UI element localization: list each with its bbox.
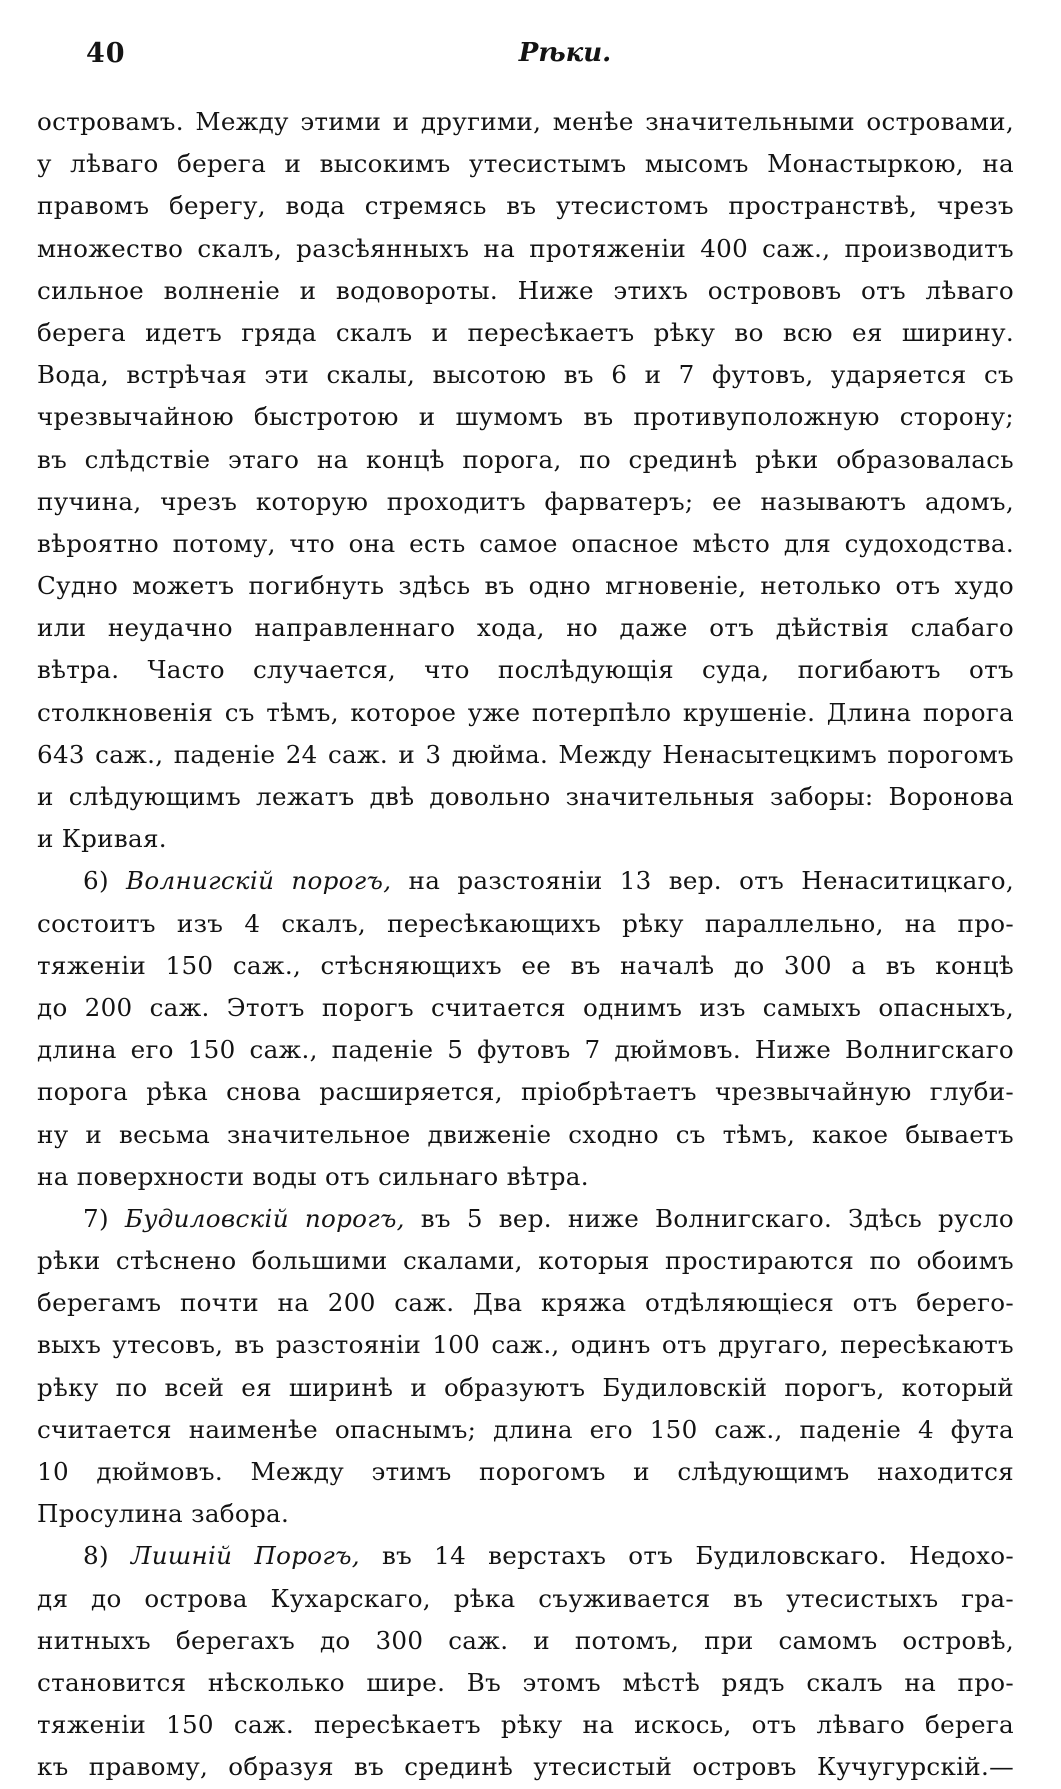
section-title: Лишній Порогъ, xyxy=(130,1541,360,1571)
text-line: въ слѣдствіе этаго на концѣ порога, по срединѣ рѣки образовалась xyxy=(37,444,1014,474)
text-line: и Кривая. xyxy=(37,824,167,854)
page-number: 40 xyxy=(86,38,126,69)
text-line: или неудачно направленнаго хода, но даже отъ дѣйствія слабаго xyxy=(37,613,1014,643)
section-text: въ 5 вер. ниже Волнигскаго. Здѣсь русло xyxy=(420,1203,1014,1233)
text-line: длина его 150 саж., паденіе 5 футовъ 7 дюймовъ. Ниже Волнигскаго xyxy=(37,1035,1014,1065)
running-title: Рѣки. xyxy=(518,38,612,68)
text-line: 10 дюймовъ. Между этимъ порогомъ и слѣдующимъ находится xyxy=(37,1457,1014,1486)
text-line: тяженіи 150 саж. пересѣкаетъ рѣку на искось, отъ лѣваго берега xyxy=(37,1710,1014,1740)
text-line: чрезвычайною быстротою и шумомъ въ противуположную сторону; xyxy=(37,402,1014,432)
text-line: порога рѣка снова расширяется, пріобрѣтаетъ чрезвычайную глуби- xyxy=(37,1077,1014,1107)
section-number: 8) xyxy=(83,1541,109,1571)
section-text: на разстояніи 13 вер. отъ Ненаситицкаго, xyxy=(408,866,1015,896)
text-line: Вода, встрѣчая эти скалы, высотою въ 6 и 7 футовъ, ударяется съ xyxy=(37,360,1014,390)
text-line: Просулина забора. xyxy=(37,1499,290,1529)
text-line: тяженіи 150 саж., стѣсняющихъ ее въ началѣ до 300 а въ концѣ xyxy=(37,950,1014,980)
text-line: становится нѣсколько шире. Въ этомъ мѣстѣ рядъ скалъ на про- xyxy=(37,1667,1014,1697)
text-line: столкновенія съ тѣмъ, которое уже потерпѣло крушеніе. Длина порога xyxy=(37,697,1014,727)
text-line: множество скалъ, разсѣянныхъ на протяженіи 400 саж., производитъ xyxy=(37,233,1014,263)
text-line: къ правому, образуя въ срединѣ утесистый островъ Кучугурскій.— xyxy=(37,1752,1014,1782)
text-line: Судно можетъ погибнуть здѣсь въ одно мгновеніе, нетолько отъ худо xyxy=(37,571,1014,601)
section-number: 7) xyxy=(83,1203,109,1233)
text-line: и слѣдующимъ лежатъ двѣ довольно значительныя заборы: Воронова xyxy=(37,782,1014,811)
text-line: дя до острова Кухарскаго, рѣка съуживается въ утесистыхъ гра- xyxy=(37,1583,1014,1613)
section-number: 6) xyxy=(83,866,109,896)
text-line: вѣтра. Часто случается, что послѣдующія суда, погибаютъ отъ xyxy=(37,655,1014,685)
text-line: рѣки стѣснено большими скалами, которыя простираются по обоимъ xyxy=(37,1246,1014,1276)
section-heading-line xyxy=(37,1535,1014,1577)
section-title: Волнигскій порогъ, xyxy=(126,866,392,896)
text-line: считается наименѣе опаснымъ; длина его 150 саж., паденіе 4 фута xyxy=(37,1414,1014,1444)
text-line: берегамъ почти на 200 саж. Два кряжа отдѣляющіеся отъ берего- xyxy=(37,1288,1014,1318)
body-text xyxy=(37,101,1014,1789)
text-line: состоитъ изъ 4 скалъ, пересѣкающихъ рѣку параллельно, на про- xyxy=(37,908,1014,938)
section-heading-line xyxy=(37,1198,1014,1240)
section-title: Будиловскій порогъ, xyxy=(124,1203,405,1233)
text-line: 643 саж., паденіе 24 саж. и 3 дюйма. Между Ненасытецкимъ порогомъ xyxy=(37,739,1014,769)
text-line: ну и весьма значительное движеніе сходно съ тѣмъ, какое бываетъ xyxy=(37,1119,1014,1149)
text-line: рѣку по всей ея ширинѣ и образуютъ Будиловскій порогъ, который xyxy=(37,1372,1014,1402)
text-line: берега идетъ гряда скалъ и пересѣкаетъ рѣку во всю ея ширину. xyxy=(37,317,1014,347)
section-heading-line xyxy=(37,860,1014,902)
text-line: пучина, чрезъ которую проходитъ фарватеръ; ее называютъ адомъ, xyxy=(37,486,1014,516)
section-text: въ 14 верстахъ отъ Будиловскаго. Недохо- xyxy=(381,1541,1014,1571)
text-line: у лѣваго берега и высокимъ утесистымъ мысомъ Монастыркою, на xyxy=(37,149,1014,179)
page-header xyxy=(86,38,1014,78)
text-line: нитныхъ берегахъ до 300 саж. и потомъ, при самомъ островѣ, xyxy=(37,1625,1014,1655)
text-line: до 200 саж. Этотъ порогъ считается однимъ изъ самыхъ опасныхъ, xyxy=(37,992,1014,1022)
text-line: правомъ берегу, вода стремясь въ утесистомъ пространствѣ, чрезъ xyxy=(37,191,1014,221)
text-line: на поверхности воды отъ сильнаго вѣтра. xyxy=(37,1161,589,1191)
text-line: вѣроятно потому, что она есть самое опасное мѣсто для судоходства. xyxy=(37,528,1014,558)
text-line: островамъ. Между этими и другими, менѣе значительными островами, xyxy=(37,107,1014,136)
text-line: сильное волненіе и водовороты. Ниже этихъ острововъ отъ лѣваго xyxy=(37,275,1014,305)
text-line: выхъ утесовъ, въ разстояніи 100 саж., одинъ отъ другаго, пересѣкаютъ xyxy=(37,1330,1014,1360)
